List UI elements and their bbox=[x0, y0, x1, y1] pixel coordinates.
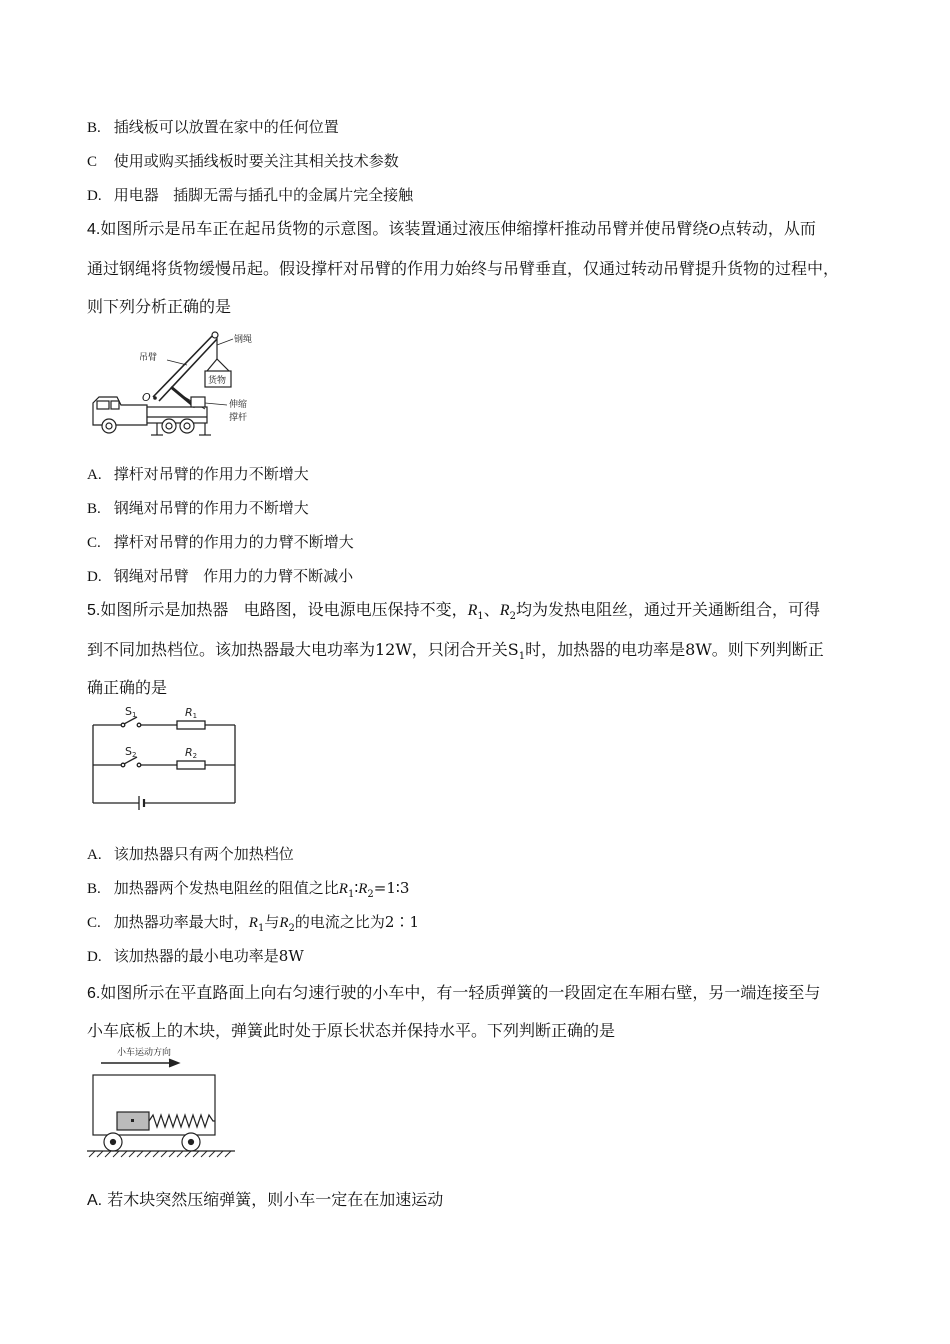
stem-text: 如图所示是吊车正在起吊货物的示意图。该装置通过液压伸缩撑杆推动吊臂并使吊臂绕 bbox=[100, 219, 709, 238]
cart-figure bbox=[87, 1045, 237, 1163]
option-label: B. bbox=[87, 120, 101, 136]
strut-label-1: 伸缩 bbox=[229, 400, 248, 410]
r1-symbol: R bbox=[467, 602, 478, 619]
option-text: 该加热器只有两个加热档位 bbox=[113, 845, 294, 863]
option-text: 加热器功率最大时，$R_1$与$R_2$的电流之比为2∶1 bbox=[113, 913, 419, 934]
option-label: C bbox=[87, 154, 98, 170]
option-label: C. bbox=[87, 915, 101, 931]
option-label: D. bbox=[87, 188, 102, 204]
option-text: 钢绳对吊臂 作用力的力臂不断减小 bbox=[113, 567, 354, 585]
option-label: B. bbox=[87, 881, 101, 897]
q6-option-a bbox=[87, 1187, 443, 1210]
q5-option-a bbox=[87, 843, 294, 864]
r2-symbol: R bbox=[499, 602, 510, 619]
r2-label: R2 bbox=[185, 746, 198, 760]
q5-option-d bbox=[87, 945, 304, 966]
option-label: A. bbox=[87, 847, 102, 863]
option-text: 用电器 插脚无需与插孔中的金属片完全接触 bbox=[113, 186, 414, 204]
option-text: 若木块突然压缩弹簧，则小车一定在在加速运动 bbox=[107, 1190, 444, 1209]
option-text: 使用或购买插线板时要关注其相关技术参数 bbox=[113, 152, 399, 170]
option-label: A. bbox=[87, 1192, 103, 1209]
ground-hatching bbox=[89, 1151, 231, 1157]
r2-subscript: 2 bbox=[509, 611, 516, 623]
circuit-figure bbox=[87, 703, 247, 813]
stem-text: 到不同加热档位。该加热器最大电功率为12W，只闭合开关S bbox=[87, 640, 519, 659]
q6-stem-line-2 bbox=[87, 1018, 615, 1041]
option-label: D. bbox=[87, 949, 102, 965]
q4-stem-line-3 bbox=[87, 294, 231, 317]
strut-label-2: 撑杆 bbox=[229, 413, 248, 423]
option-text: 该加热器的最小电功率是8W bbox=[113, 947, 304, 965]
stem-text: 小车底板上的木块，弹簧此时处于原长状态并保持水平。下列判断正确的是 bbox=[87, 1021, 616, 1040]
q5-stem-line-3 bbox=[87, 675, 167, 698]
direction-label: 小车运动方向 bbox=[117, 1048, 172, 1058]
stem-text: 通过钢绳将货物缓慢吊起。假设撑杆对吊臂的作用力始终与吊臂垂直，仅通过转动吊臂提升货物的过程中， bbox=[87, 259, 840, 278]
stem-text: 确正确的是 bbox=[87, 678, 168, 697]
question-number: 5. bbox=[87, 602, 101, 619]
q5-option-c bbox=[87, 911, 419, 934]
q4-option-d bbox=[87, 565, 353, 586]
s1-label: S1 bbox=[125, 705, 137, 719]
option-text: 插线板可以放置在家中的任何位置 bbox=[113, 118, 339, 136]
rope-label: 钢绳 bbox=[234, 335, 253, 345]
q3-option-b bbox=[87, 116, 339, 137]
stem-text: 时，加热器的电功率是8W。则下列判断正 bbox=[525, 640, 824, 659]
option-label: C. bbox=[87, 535, 101, 551]
stem-text: 如图所示在平直路面上向右匀速行驶的小车中，有一轻质弹簧的一段固定在车厢右壁，另一端连接至与 bbox=[100, 983, 821, 1002]
pivot-symbol: O bbox=[708, 221, 720, 238]
option-text: 撑杆对吊臂的作用力的力臂不断增大 bbox=[113, 533, 354, 551]
q4-option-c bbox=[87, 531, 354, 552]
question-number: 6. bbox=[87, 985, 101, 1002]
option-text: 撑杆对吊臂的作用力不断增大 bbox=[113, 465, 309, 483]
q4-option-a bbox=[87, 463, 309, 484]
r1-label: R1 bbox=[185, 706, 198, 720]
q5-stem-line-1 bbox=[87, 597, 820, 622]
option-text: 加热器两个发热电阻丝的阻值之比$R_1∶R_2=1∶3$ bbox=[113, 879, 410, 900]
question-number: 4. bbox=[87, 221, 101, 238]
pivot-label: O bbox=[142, 391, 151, 404]
r1-subscript: 1 bbox=[477, 611, 484, 623]
q5-stem-line-2 bbox=[87, 637, 824, 662]
stem-text: 则下列分析正确的是 bbox=[87, 297, 232, 316]
q6-stem-line-1 bbox=[87, 980, 820, 1003]
q5-option-b bbox=[87, 877, 409, 900]
q3-option-d bbox=[87, 184, 413, 205]
q3-option-c bbox=[87, 150, 399, 171]
option-label: D. bbox=[87, 569, 102, 585]
option-label: A. bbox=[87, 467, 102, 483]
q4-stem-line-2 bbox=[87, 256, 839, 279]
stem-text: 如图所示是加热器 电路图，设电源电压保持不变， bbox=[100, 600, 468, 619]
q4-option-b bbox=[87, 497, 309, 518]
q4-stem-line-1 bbox=[87, 216, 816, 239]
arm-label: 吊臂 bbox=[139, 353, 158, 363]
separator: 、 bbox=[483, 600, 500, 619]
option-text: 钢绳对吊臂的作用力不断增大 bbox=[113, 499, 309, 517]
s2-label: S2 bbox=[125, 745, 137, 759]
stem-text: 点转动，从而 bbox=[719, 219, 816, 238]
option-label: B. bbox=[87, 501, 101, 517]
stem-text: 均为发热电阻丝，通过开关通断组合，可得 bbox=[515, 600, 820, 619]
crane-figure bbox=[87, 325, 267, 440]
cargo-label: 货物 bbox=[208, 376, 227, 386]
s1-subscript: 1 bbox=[518, 651, 526, 663]
